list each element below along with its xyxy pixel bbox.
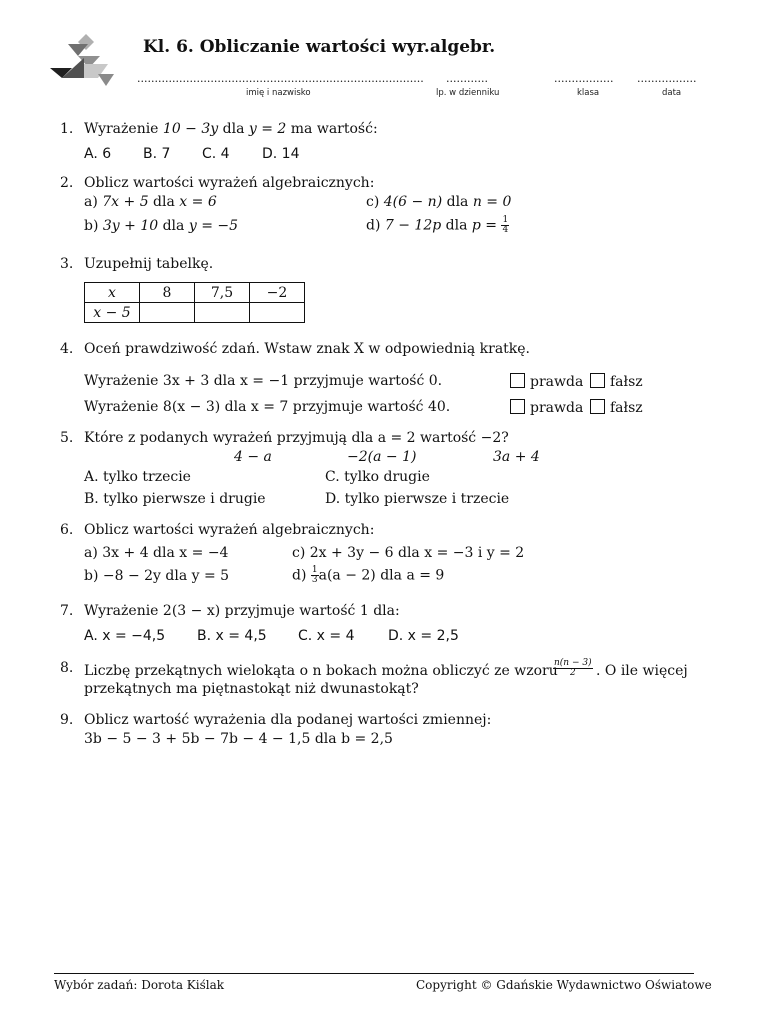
q7-text: Wyrażenie 2(3 − x) przyjmuje wartość 1 dla: [84, 603, 400, 619]
page-title: Kl. 6. Obliczanie wartości wyr.algebr. [143, 37, 496, 57]
q2-part-d: d) 7 − 12p dla p = $\frac{1}{4}$ [366, 215, 509, 235]
q4-statement-2: Wyrażenie 8(x − 3) dla x = 7 przyjmuje wartość 40. [84, 399, 451, 415]
q5-option-c[interactable]: C. tylko drugie [325, 469, 430, 485]
footer-copyright: Copyright © Gdańskie Wydawnictwo Oświatowe [416, 978, 712, 992]
q4-s1-true[interactable]: prawda [510, 373, 583, 390]
table-row [85, 303, 305, 323]
q6-text: Oblicz wartości wyrażeń algebraicznych: [84, 522, 375, 538]
q7-number: 7. [60, 603, 74, 619]
footer-author: Wybór zadań: Dorota Kiślak [54, 978, 225, 992]
q5-option-a[interactable]: A. tylko trzecie [84, 469, 191, 485]
checkbox-icon[interactable] [590, 399, 605, 414]
date-field-dots[interactable]: ................. [637, 72, 697, 85]
q8-line-2: przekątnych ma piętnastokąt niż dwunastokąt? [84, 681, 419, 697]
q3-text: Uzupełnij tabelkę. [84, 256, 214, 272]
q2-text: Oblicz wartości wyrażeń algebraicznych: [84, 175, 375, 191]
q2-part-a: a) 7x + 5 dla x = 6 [84, 194, 217, 210]
q6-part-a: a) 3x + 4 dla x = −4 [84, 545, 229, 561]
name-field-label: imię i nazwisko [246, 88, 311, 98]
q1-text: Wyrażenie 10 − 3y dla y = 2 ma wartość: [84, 121, 378, 137]
q9-line-2: 3b − 5 − 3 + 5b − 7b − 4 − 1,5 dla b = 2,5 [84, 731, 393, 747]
q6-fraction: $\frac{1}{3}$ [311, 565, 318, 585]
q4-s2-true[interactable]: prawda [510, 399, 583, 416]
q7-option-d[interactable]: D. x = 2,5 [388, 628, 459, 644]
date-field-label: data [662, 88, 682, 98]
q1-option-d[interactable]: D. 14 [262, 146, 300, 162]
q1-condition: y = 2 [248, 121, 287, 137]
checkbox-icon[interactable] [590, 373, 605, 388]
q5-expression-2: −2(a − 1) [347, 449, 417, 465]
q5-text: Które z podanych wyrażeń przyjmują dla a = 2 wartość −2? [84, 430, 509, 446]
q8-line-1: Liczbę przekątnych wielokąta o n bokach można obliczyć ze wzoru [84, 663, 558, 679]
q6-part-b: b) −8 − 2y dla y = 5 [84, 568, 230, 584]
table-cell: 7,5 [195, 283, 250, 303]
q2-fraction: $\frac{1}{4}$ [502, 215, 509, 235]
table-answer-cell[interactable] [140, 303, 195, 323]
q7-option-c[interactable]: C. x = 4 [298, 628, 355, 644]
class-number-field-dots[interactable]: ............ [446, 72, 488, 85]
q4-text: Oceń prawdziwość zdań. Wstaw znak X w odpowiednią kratkę. [84, 341, 531, 357]
q3-number: 3. [60, 256, 74, 272]
q1-option-a[interactable]: A. 6 [84, 146, 112, 162]
q1-option-b[interactable]: B. 7 [143, 146, 171, 162]
class-field-dots[interactable]: ................. [554, 72, 614, 85]
table-answer-cell[interactable] [195, 303, 250, 323]
q4-number: 4. [60, 341, 74, 357]
q5-number: 5. [60, 430, 74, 446]
checkbox-icon[interactable] [510, 399, 525, 414]
q6-part-d: d) $\frac{1}{3}$ a(a − 2) dla a = 9 [292, 565, 445, 585]
table-cell: 8 [140, 283, 195, 303]
q8-line-1-end: . O ile więcej [596, 663, 688, 679]
q2-number: 2. [60, 175, 74, 191]
q5-expression-1: 4 − a [234, 449, 272, 465]
q1-number: 1. [60, 121, 74, 137]
q2-part-b: b) 3y + 10 dla y = −5 [84, 218, 239, 234]
q9-line-1: Oblicz wartość wyrażenia dla podanej wartości zmiennej: [84, 712, 492, 728]
q7-option-b[interactable]: B. x = 4,5 [197, 628, 267, 644]
table-row [85, 283, 305, 303]
table-answer-cell[interactable] [250, 303, 305, 323]
q4-s2-false[interactable]: fałsz [590, 399, 643, 416]
tangram-logo [48, 34, 118, 88]
table-cell: −2 [250, 283, 305, 303]
class-field-label: klasa [577, 88, 600, 98]
q9-number: 9. [60, 712, 74, 728]
q6-number: 6. [60, 522, 74, 538]
value-table [84, 282, 305, 323]
q8-number: 8. [60, 660, 74, 676]
q4-statement-1: Wyrażenie 3x + 3 dla x = −1 przyjmuje wartość 0. [84, 373, 443, 389]
q2-part-c: c) 4(6 − n) dla n = 0 [366, 194, 512, 210]
q7-option-a[interactable]: A. x = −4,5 [84, 628, 166, 644]
q5-option-d[interactable]: D. tylko pierwsze i trzecie [325, 491, 510, 507]
q6-part-c: c) 2x + 3y − 6 dla x = −3 i y = 2 [292, 545, 525, 561]
q1-expression: 10 − 3y [162, 121, 219, 137]
name-field-dots[interactable]: .................................................................................. [137, 72, 424, 85]
table-header-cell: x [85, 283, 140, 303]
footer-divider [54, 973, 694, 974]
q8-formula: $\frac{n(n - 3)}{2}$ [554, 658, 592, 678]
q5-option-b[interactable]: B. tylko pierwsze i drugie [84, 491, 266, 507]
table-header-cell: x − 5 [85, 303, 140, 323]
q4-s1-false[interactable]: fałsz [590, 373, 643, 390]
q1-option-c[interactable]: C. 4 [202, 146, 230, 162]
checkbox-icon[interactable] [510, 373, 525, 388]
class-number-field-label: lp. w dzienniku [436, 88, 500, 98]
q5-expression-3: 3a + 4 [493, 449, 540, 465]
